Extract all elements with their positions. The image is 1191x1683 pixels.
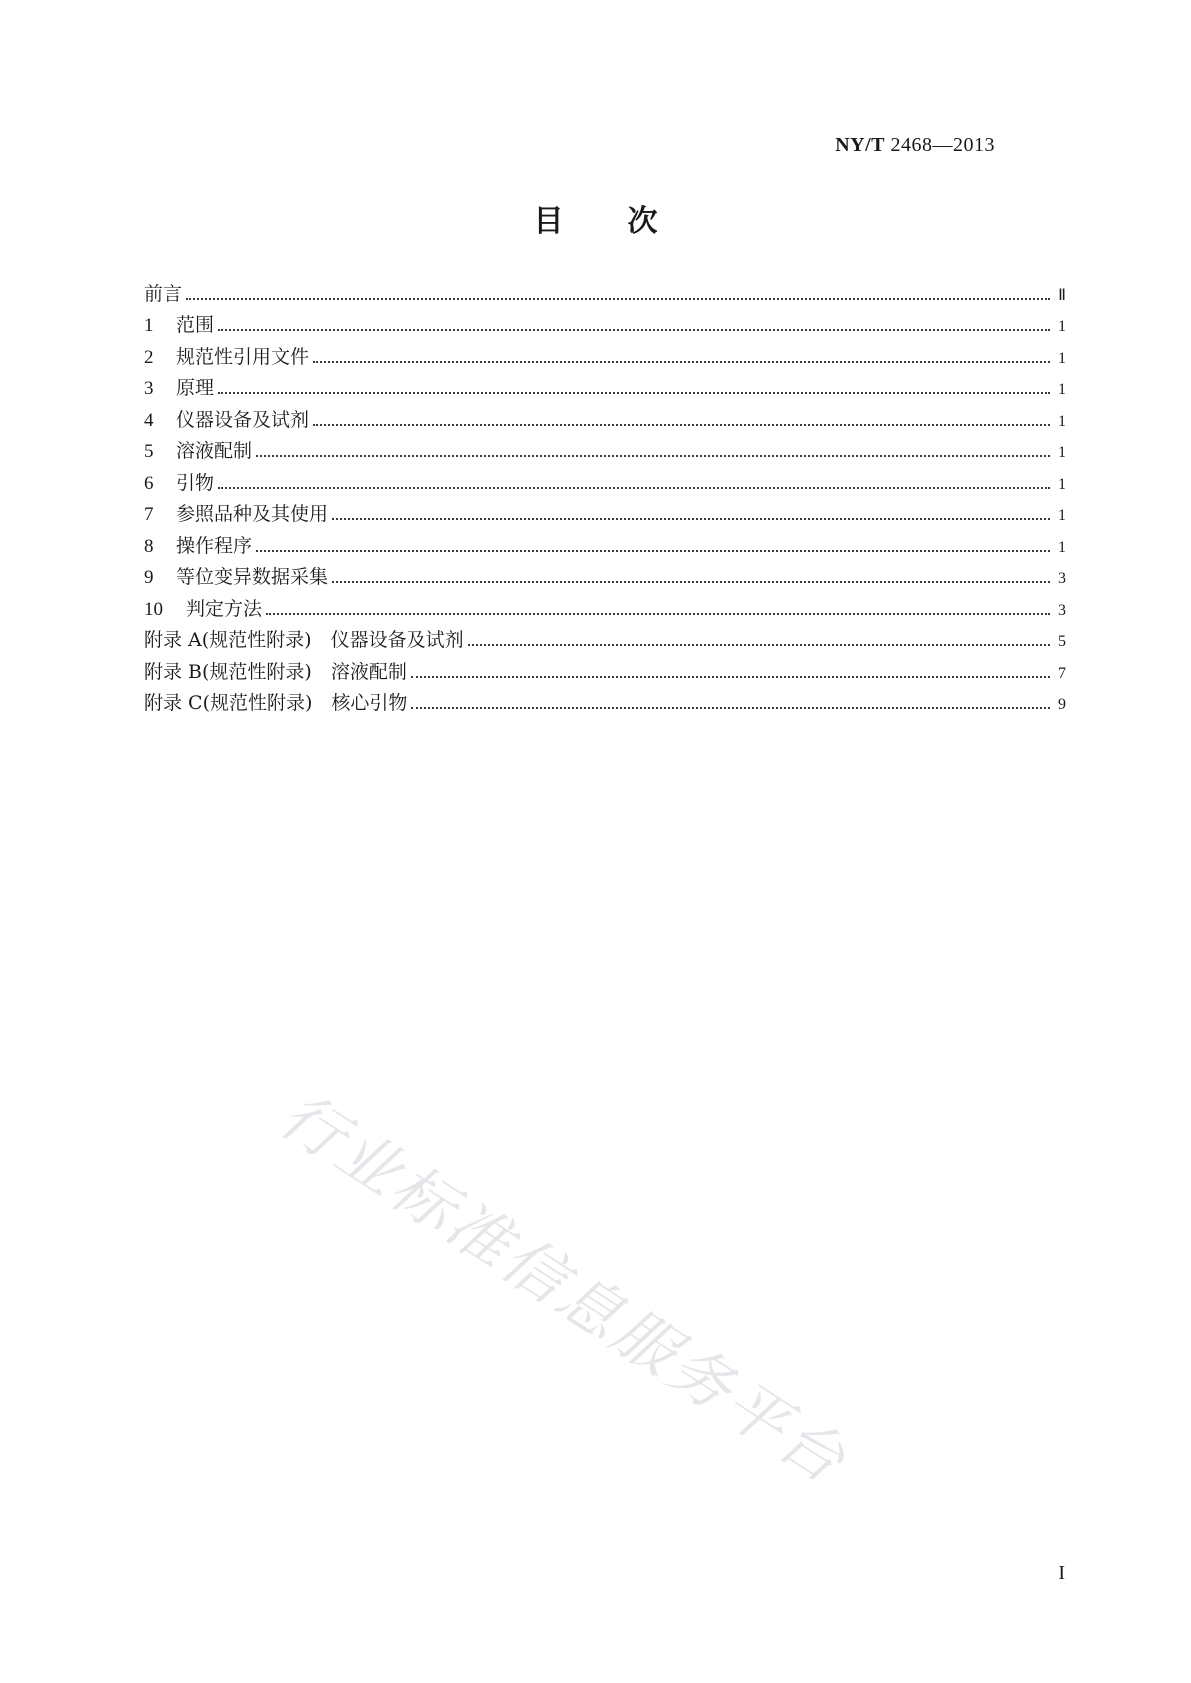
toc-page-number: 9 (1058, 696, 1066, 713)
toc-page-number: 1 (1058, 507, 1066, 524)
toc-leader-dots (332, 518, 1050, 520)
toc-section-number: 3 (144, 378, 154, 399)
toc-entry-9[interactable] (144, 556, 1066, 588)
toc-label: 原理 (176, 377, 215, 399)
page-number: I (1058, 1562, 1065, 1584)
toc-leader-dots (411, 707, 1050, 709)
toc-label: 引物 (176, 471, 215, 494)
toc-label: 参照品种及其使用 (176, 503, 329, 525)
toc-entry-10[interactable] (144, 587, 1066, 619)
toc-page-number: Ⅱ (1058, 286, 1066, 304)
toc-entry-8[interactable] (144, 524, 1066, 556)
toc-entry-annex-c[interactable] (144, 682, 1066, 714)
standard-code (835, 134, 995, 157)
toc-section-number: 7 (144, 504, 154, 525)
toc-page-number: 1 (1058, 538, 1066, 556)
watermark: 行业标准信息服务平台 (267, 1078, 861, 1499)
toc-leader-dots (313, 361, 1050, 363)
toc-leader-dots (313, 424, 1050, 426)
page-title: 目次 (533, 204, 722, 239)
toc-entry-4[interactable] (144, 398, 1066, 430)
toc-leader-dots (186, 298, 1050, 300)
toc-leader-dots (256, 550, 1050, 552)
toc-page-number: 1 (1058, 444, 1066, 461)
toc-entry-3[interactable] (144, 367, 1066, 399)
toc-label: 等位变异数据采集 (176, 566, 329, 588)
toc-page-number: 1 (1058, 475, 1066, 493)
toc-section-number: 9 (144, 567, 154, 588)
toc-page-number: 3 (1058, 570, 1066, 587)
toc-label: 附录 A(规范性附录) 仪器设备及试剂 (144, 629, 464, 651)
toc-page-number: 3 (1058, 601, 1066, 619)
toc-section-number: 2 (144, 346, 154, 368)
toc-section-number: 8 (144, 535, 154, 557)
toc-page-number: 1 (1058, 412, 1066, 430)
toc-label: 仪器设备及试剂 (176, 408, 310, 431)
table-of-contents (144, 272, 1066, 713)
toc-page-number: 5 (1058, 633, 1066, 650)
toc-label: 规范性引用文件 (176, 345, 310, 368)
toc-entry-annex-a[interactable] (144, 619, 1066, 651)
toc-entry-2[interactable] (144, 335, 1066, 367)
toc-label: 前言 (144, 282, 183, 305)
toc-leader-dots (411, 676, 1050, 678)
toc-leader-dots (218, 329, 1050, 331)
toc-section-number: 10 (144, 598, 163, 620)
toc-entry-6[interactable] (144, 461, 1066, 493)
standard-prefix: NY/T (835, 134, 885, 156)
toc-page-number: 7 (1058, 664, 1066, 682)
toc-entry-annex-b[interactable] (144, 650, 1066, 682)
toc-page-number: 1 (1058, 381, 1066, 398)
toc-page-number: 1 (1058, 318, 1066, 335)
toc-section-number: 5 (144, 441, 154, 462)
toc-entry-7[interactable] (144, 493, 1066, 525)
toc-label: 附录 C(规范性附录) 核心引物 (144, 692, 408, 714)
toc-section-number: 1 (144, 315, 154, 336)
toc-label: 附录 B(规范性附录) 溶液配制 (144, 660, 407, 683)
toc-leader-dots (266, 613, 1050, 615)
toc-label: 操作程序 (176, 534, 253, 557)
toc-section-number: 4 (144, 409, 154, 431)
toc-leader-dots (468, 644, 1050, 646)
toc-leader-dots (218, 487, 1050, 489)
toc-leader-dots (218, 392, 1050, 394)
standard-number: 2468—2013 (890, 134, 995, 156)
toc-entry-1[interactable] (144, 304, 1066, 336)
toc-page-number: 1 (1058, 349, 1066, 367)
toc-leader-dots (332, 581, 1050, 583)
toc-entry-5[interactable] (144, 430, 1066, 462)
toc-label: 范围 (176, 314, 215, 336)
toc-label: 判定方法 (186, 597, 263, 620)
toc-leader-dots (256, 455, 1050, 457)
toc-section-number: 6 (144, 472, 154, 494)
toc-entry-foreword[interactable] (144, 272, 1066, 304)
toc-label: 溶液配制 (176, 440, 253, 462)
